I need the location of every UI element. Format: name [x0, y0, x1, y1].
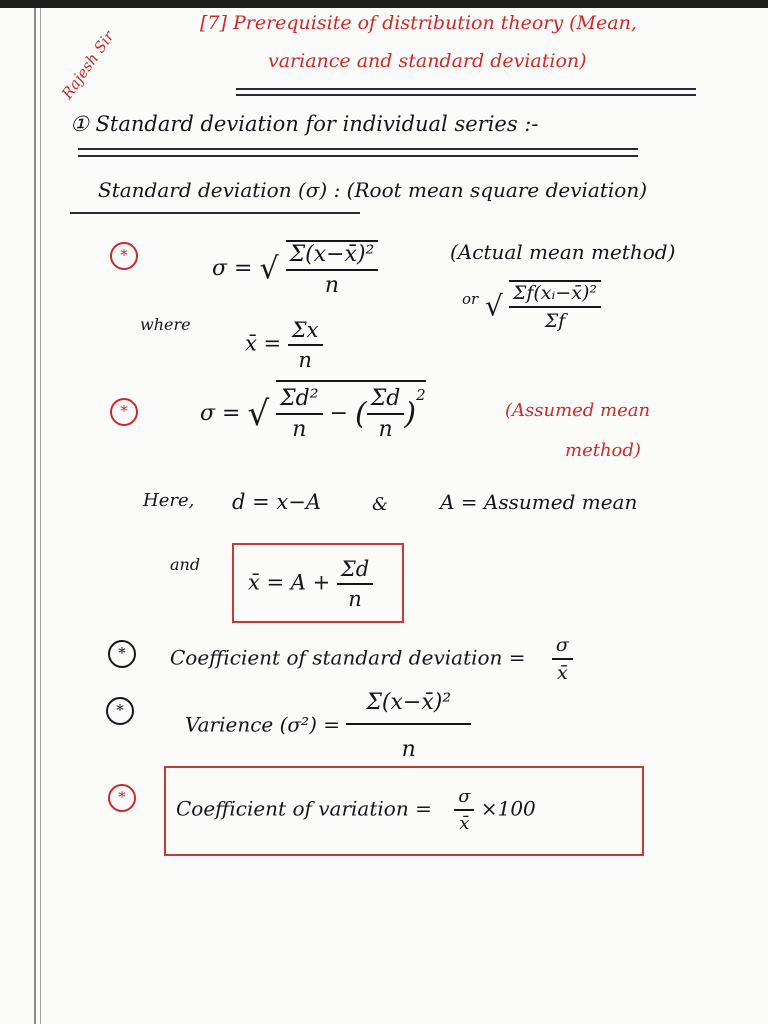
formula-frequency: √ $\frac{\text{Σf(xᵢ−x̄)²}}{\Sigma f}$ — [485, 280, 601, 332]
actual-mean-note: (Actual mean method) — [450, 240, 676, 264]
and-label: and — [170, 555, 201, 574]
minus-sign: − — [329, 401, 356, 426]
subheading-underline — [70, 212, 360, 214]
ampersand: & — [372, 494, 389, 515]
freq-numerator: Σf(xᵢ−x̄)² — [509, 282, 601, 308]
coef-var-denominator: x̄ — [459, 813, 470, 834]
heading-underline-2 — [78, 155, 638, 157]
sigma-lhs-2: σ = — [200, 401, 248, 426]
page-top-edge — [0, 0, 768, 8]
term1-denominator: n — [292, 417, 307, 442]
coef-sd-label: Coefficient of standard deviation = — [170, 645, 532, 670]
mean-formula — [245, 318, 323, 372]
d-definition: d = x−A — [232, 490, 321, 514]
subheading: Standard deviation (σ) : (Root mean square deviation) — [98, 178, 648, 202]
margin-line-inner — [40, 8, 41, 1024]
coef-sd-denominator: x̄ — [557, 662, 568, 684]
mean-lhs: x̄ = — [245, 331, 288, 356]
mean-denominator: n — [298, 348, 312, 372]
shortcut-lhs: x̄ = A + — [248, 570, 337, 595]
shortcut-denominator: n — [348, 587, 362, 611]
margin-line — [34, 8, 36, 1024]
mean-shortcut-formula — [248, 557, 373, 611]
term2-numerator: Σd — [367, 386, 405, 415]
coef-variation-box — [164, 766, 644, 856]
sigma-lhs: σ = — [212, 256, 260, 281]
where-label: where — [140, 315, 191, 334]
assumed-mean-note-2: method) — [565, 440, 641, 461]
here-label: Here, — [143, 490, 195, 511]
variance-numerator: Σ(x−x̄)² — [346, 690, 471, 725]
a-definition: A = Assumed mean — [440, 490, 638, 514]
mean-numerator: Σx — [288, 318, 323, 346]
title-underline-2 — [236, 94, 696, 96]
page-title-line2: variance and standard deviation) — [268, 50, 587, 72]
coef-variation-formula — [176, 786, 536, 834]
coef-sd-formula — [170, 634, 573, 684]
bullet-star-icon: * — [108, 640, 136, 668]
or-label: or — [462, 290, 479, 308]
shortcut-numerator: Σd — [337, 557, 373, 585]
freq-denominator: Σf — [544, 310, 566, 332]
sd-numerator: Σ(x−x̄)² — [286, 242, 379, 271]
formula-actual-mean: σ = √ $\frac{\text{Σ(x−x̄)²}}{n}$ — [212, 240, 378, 298]
bullet-star-icon: * — [110, 242, 138, 270]
term2-denominator: n — [378, 417, 393, 442]
variance-label: Varience (σ²) = — [185, 712, 347, 737]
bullet-star-icon: * — [106, 697, 134, 725]
coef-var-numerator: σ — [454, 786, 474, 811]
bullet-star-icon: * — [110, 398, 138, 426]
assumed-mean-note-1: (Assumed mean — [505, 400, 651, 421]
page-title-line1: [7] Prerequisite of distribution theory (Mean, — [200, 12, 637, 34]
heading-underline — [78, 148, 638, 150]
mean-shortcut-box — [232, 543, 404, 623]
section-heading: ① Standard deviation for individual series :- — [70, 112, 539, 136]
term1-numerator: Σd² — [276, 386, 322, 415]
variance-formula — [185, 690, 471, 762]
square-exponent: 2 — [416, 386, 426, 404]
variance-denominator: n — [401, 737, 416, 762]
coef-var-label: Coefficient of variation = — [176, 796, 439, 821]
title-underline — [236, 88, 696, 90]
coef-var-suffix: ×100 — [480, 796, 536, 821]
bullet-star-icon: * — [108, 784, 136, 812]
formula-assumed-mean: σ = √ $\frac{\text{Σd²}}{n}$ − ( $\frac{\Sigma d}{n}$ )$^2$ — [200, 380, 426, 442]
sd-denominator: n — [324, 273, 340, 298]
signature: Rajesh Sir — [58, 27, 118, 103]
coef-sd-numerator: σ — [552, 634, 573, 660]
